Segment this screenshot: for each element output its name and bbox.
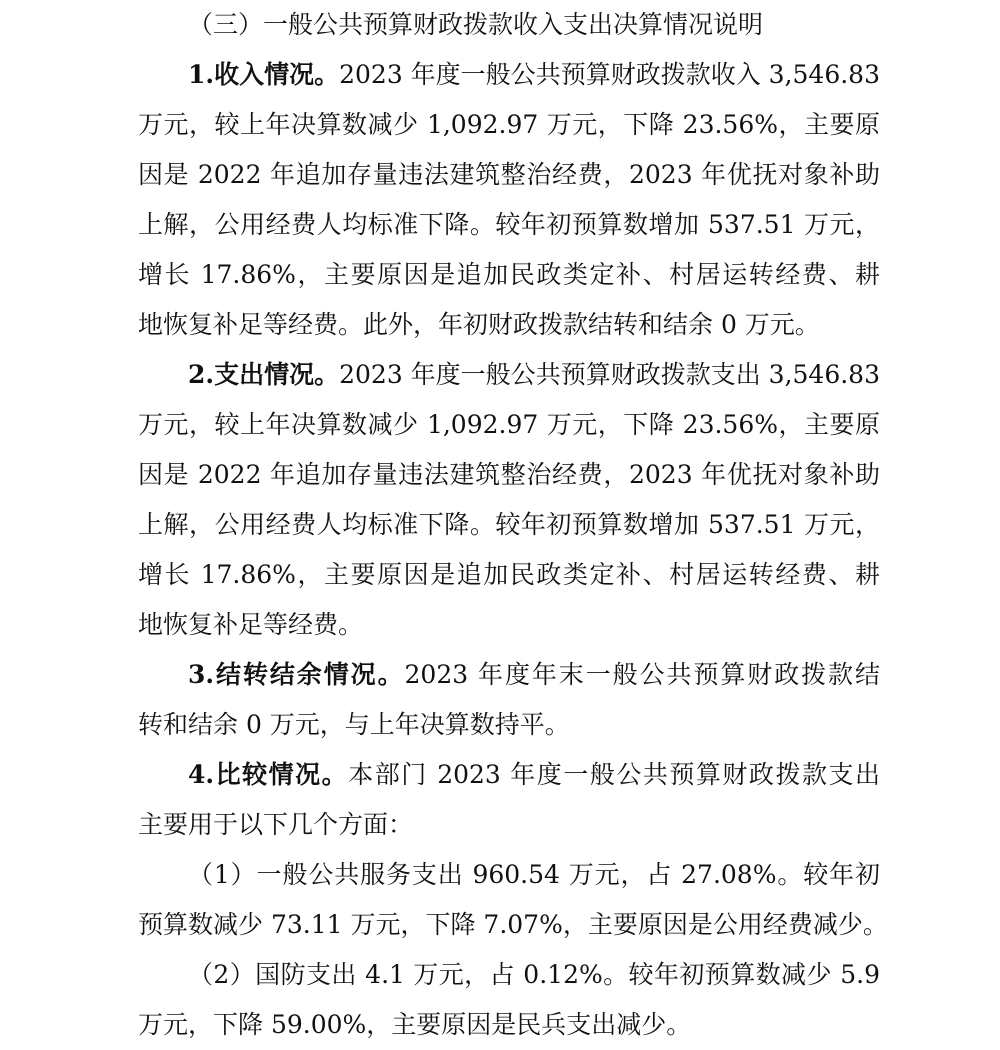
paragraph-line [138,350,880,400]
paragraph-line: 上解，公用经费人均标准下降。较年初预算数增加 537.51 万元， [138,210,880,239]
paragraph-line: 预算数减少 73.11 万元，下降 7.07%，主要原因是公用经费减少。 [138,910,888,939]
paragraph-line: 地恢复补足等经费。 [138,610,364,639]
paragraph-line: 地恢复补足等经费。此外，年初财政拨款结转和结余 0 万元。 [138,310,820,339]
paragraph-line: 万元，较上年决算数减少 1,092.97 万元，下降 23.56%，主要原 [138,110,880,139]
paragraph-expenditure [138,350,880,650]
paragraph-line: （2）国防支出 4.1 万元，占 0.12%。较年初预算数减少 5.9 [188,960,880,989]
paragraph-item-general-services [138,850,888,950]
paragraph-comparison [138,750,880,850]
paragraph-line [138,50,880,100]
paragraph-line: 增长 17.86%，主要原因是追加民政类定补、村居运转经费、耕 [138,260,880,289]
paragraph-text: 本部门 2023 年度一般公共预算财政拨款支出 [348,760,880,789]
paragraph-line: 增长 17.86%，主要原因是追加民政类定补、村居运转经费、耕 [138,560,880,589]
paragraph-line: 因是 2022 年追加存量违法建筑整治经费，2023 年优抚对象补助 [138,160,880,189]
paragraph-item-national-defense [138,950,880,1050]
paragraph-line: 因是 2022 年追加存量违法建筑整治经费，2023 年优抚对象补助 [138,460,880,489]
paragraph-line [138,750,880,800]
paragraph-line: 转和结余 0 万元，与上年决算数持平。 [138,710,570,739]
paragraph-line: （1）一般公共服务支出 960.54 万元，占 27.08%。较年初 [188,860,880,889]
paragraph-line: 万元，较上年决算数减少 1,092.97 万元，下降 23.56%，主要原 [138,410,880,439]
section-title: （三）一般公共预算财政拨款收入支出决算情况说明 [188,10,764,39]
paragraph-line [138,650,880,700]
paragraph-lead: 1.收入情况。 [188,60,340,89]
paragraph-lead: 3.结转结余情况。 [188,660,405,689]
document-body [138,0,888,1050]
paragraph-lead: 4.比较情况。 [188,760,349,789]
paragraph-carryover [138,650,880,750]
paragraph-text: 2023 年度一般公共预算财政拨款收入 3,546.83 [339,60,880,89]
paragraph-income [138,50,880,350]
paragraph-lead: 2.支出情况。 [188,360,340,389]
paragraph-line: 主要用于以下几个方面： [138,810,414,839]
paragraph-text: 2023 年度年末一般公共预算财政拨款结 [404,660,880,689]
paragraph-text: 2023 年度一般公共预算财政拨款支出 3,546.83 [339,360,880,389]
paragraph-line: 上解，公用经费人均标准下降。较年初预算数增加 537.51 万元， [138,510,880,539]
paragraph-line: 万元，下降 59.00%，主要原因是民兵支出减少。 [138,1010,692,1039]
